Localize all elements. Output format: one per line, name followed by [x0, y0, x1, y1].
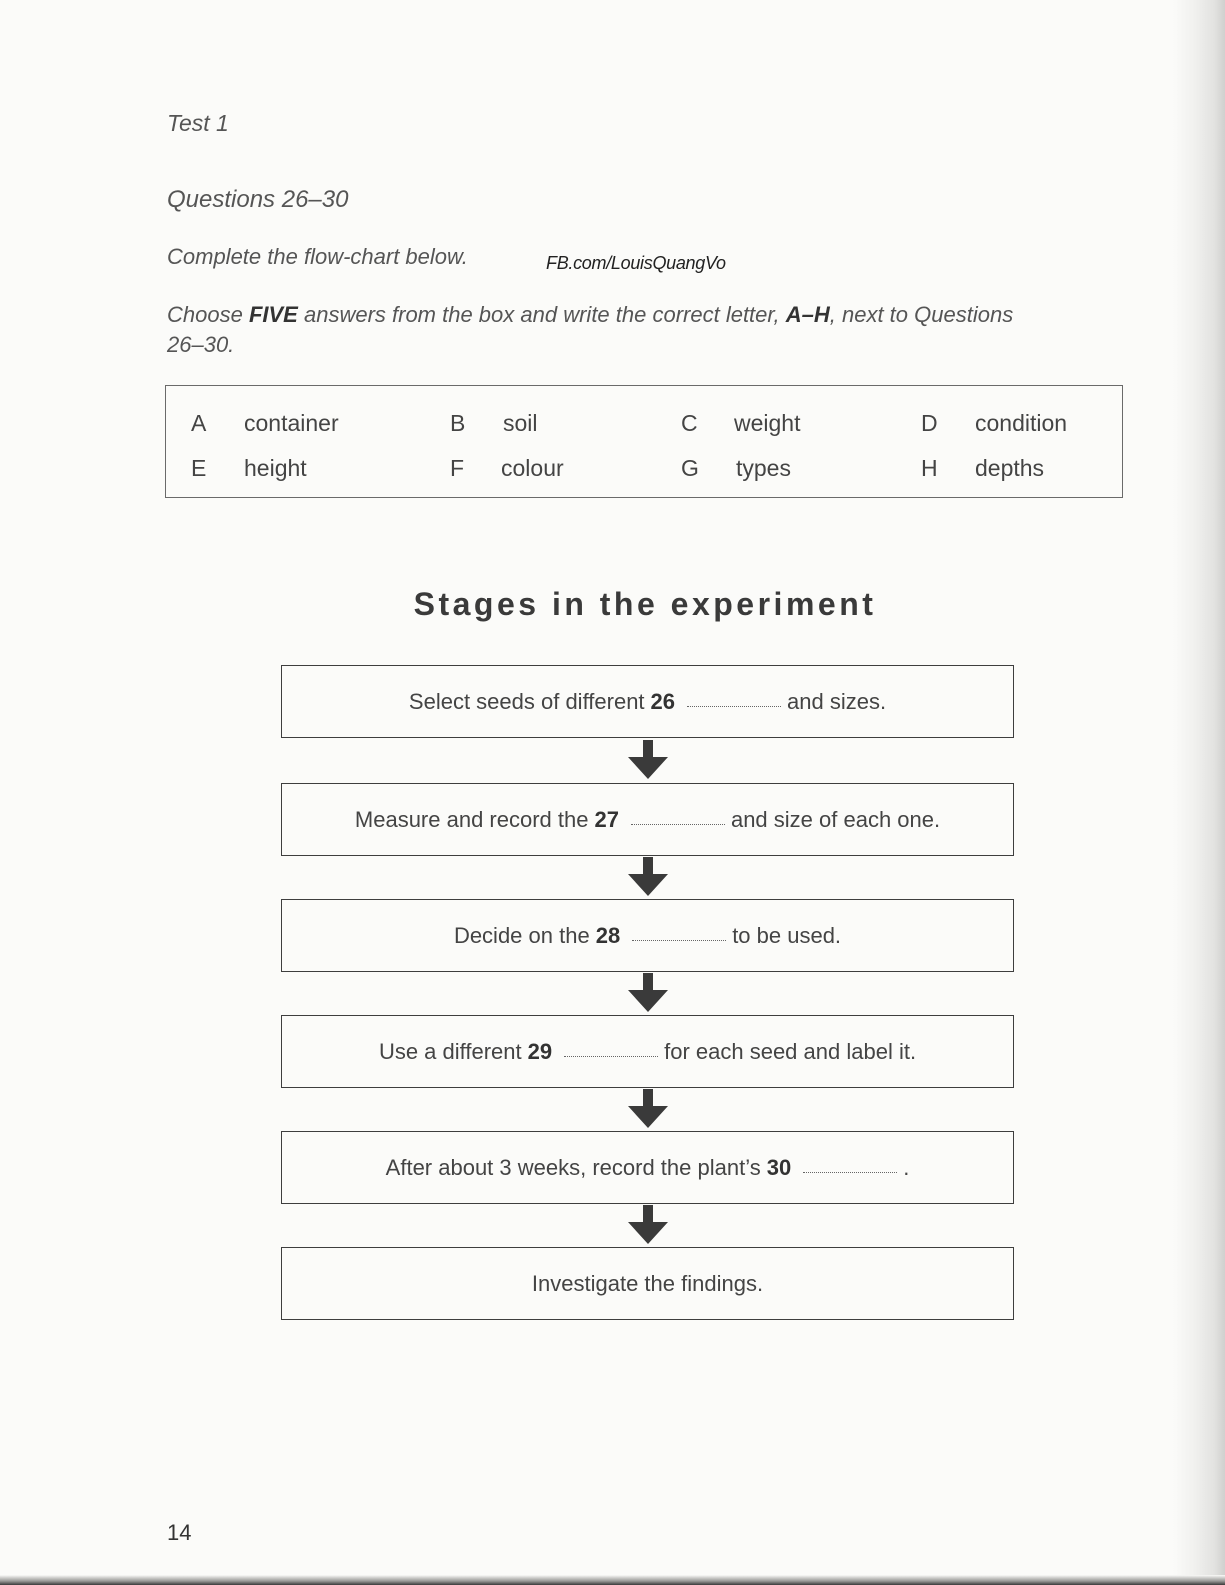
flowchart-stage-26 [281, 665, 1014, 738]
instruction-text: Choose [167, 302, 249, 327]
test-label: Test 1 [167, 110, 229, 136]
down-arrow-icon [626, 973, 670, 1013]
flowchart-stage-28 [281, 899, 1014, 972]
option-letter: B [450, 410, 466, 436]
instruction-complete-flowchart: Complete the flow-chart below. [167, 244, 468, 269]
question-number: 30 [766, 1154, 792, 1180]
option-letter: A [191, 410, 207, 436]
flowchart-stage-29 [281, 1015, 1014, 1088]
question-number: 27 [594, 806, 619, 832]
answer-blank[interactable] [564, 1054, 658, 1057]
option-word: condition [975, 410, 1068, 436]
option-word: height [244, 455, 307, 481]
answer-options-box [165, 385, 1123, 498]
option-word: depths [975, 455, 1045, 481]
option-letter: C [681, 410, 698, 436]
flowchart-stage-30 [281, 1131, 1014, 1204]
option-word: types [736, 455, 791, 481]
stage-text: Investigate the findings. [531, 1270, 764, 1296]
page-edge-shadow [1173, 0, 1225, 1585]
option-word: container [244, 410, 339, 436]
stage-text: to be used. [732, 922, 842, 948]
instruction-emphasis-letters: A–H [785, 302, 830, 327]
down-arrow-icon [626, 857, 670, 897]
stage-text: Measure and record the [354, 806, 589, 832]
option-word: soil [503, 410, 538, 436]
stage-text: and size of each one. [730, 806, 941, 832]
answer-blank[interactable] [632, 938, 726, 941]
option-word: weight [734, 410, 801, 436]
flowchart-stage-27 [281, 783, 1014, 856]
stage-text: . [903, 1154, 910, 1180]
flowchart-title: Stages in the experiment [413, 586, 877, 622]
option-letter: F [450, 455, 465, 481]
question-number: 26 [650, 688, 676, 714]
stage-text: After about 3 weeks, record the plant’s [385, 1154, 761, 1180]
instruction-text: answers from the box and write the correct letter, [297, 302, 786, 327]
option-word: colour [501, 455, 564, 481]
option-letter: E [191, 455, 207, 481]
questions-heading: Questions 26–30 [167, 186, 349, 213]
stage-text: Use a different [378, 1038, 522, 1064]
instruction-text: , next to Questions 26–30. [167, 302, 1014, 357]
answer-blank[interactable] [687, 704, 781, 707]
down-arrow-icon [626, 1205, 670, 1245]
option-letter: H [921, 455, 938, 481]
stage-text: for each seed and label it. [664, 1038, 917, 1064]
answer-blank[interactable] [631, 822, 725, 825]
question-number: 29 [527, 1038, 553, 1064]
watermark: FB.com/LouisQuangVo [546, 253, 726, 273]
stage-text: and sizes. [787, 688, 887, 714]
stage-text: Select seeds of different [408, 688, 645, 714]
option-letter: D [921, 410, 938, 436]
instruction-emphasis-five: FIVE [248, 302, 298, 327]
down-arrow-icon [626, 1089, 670, 1129]
question-number: 28 [595, 922, 621, 948]
down-arrow-icon [626, 740, 670, 780]
page-number: 14 [167, 1520, 192, 1545]
flowchart-stage-final [281, 1247, 1014, 1320]
answer-blank[interactable] [803, 1170, 897, 1173]
page-bottom-edge [0, 1575, 1225, 1585]
stage-text: Decide on the [453, 922, 590, 948]
instruction-choose-answers [167, 300, 1047, 360]
option-letter: G [681, 455, 699, 481]
